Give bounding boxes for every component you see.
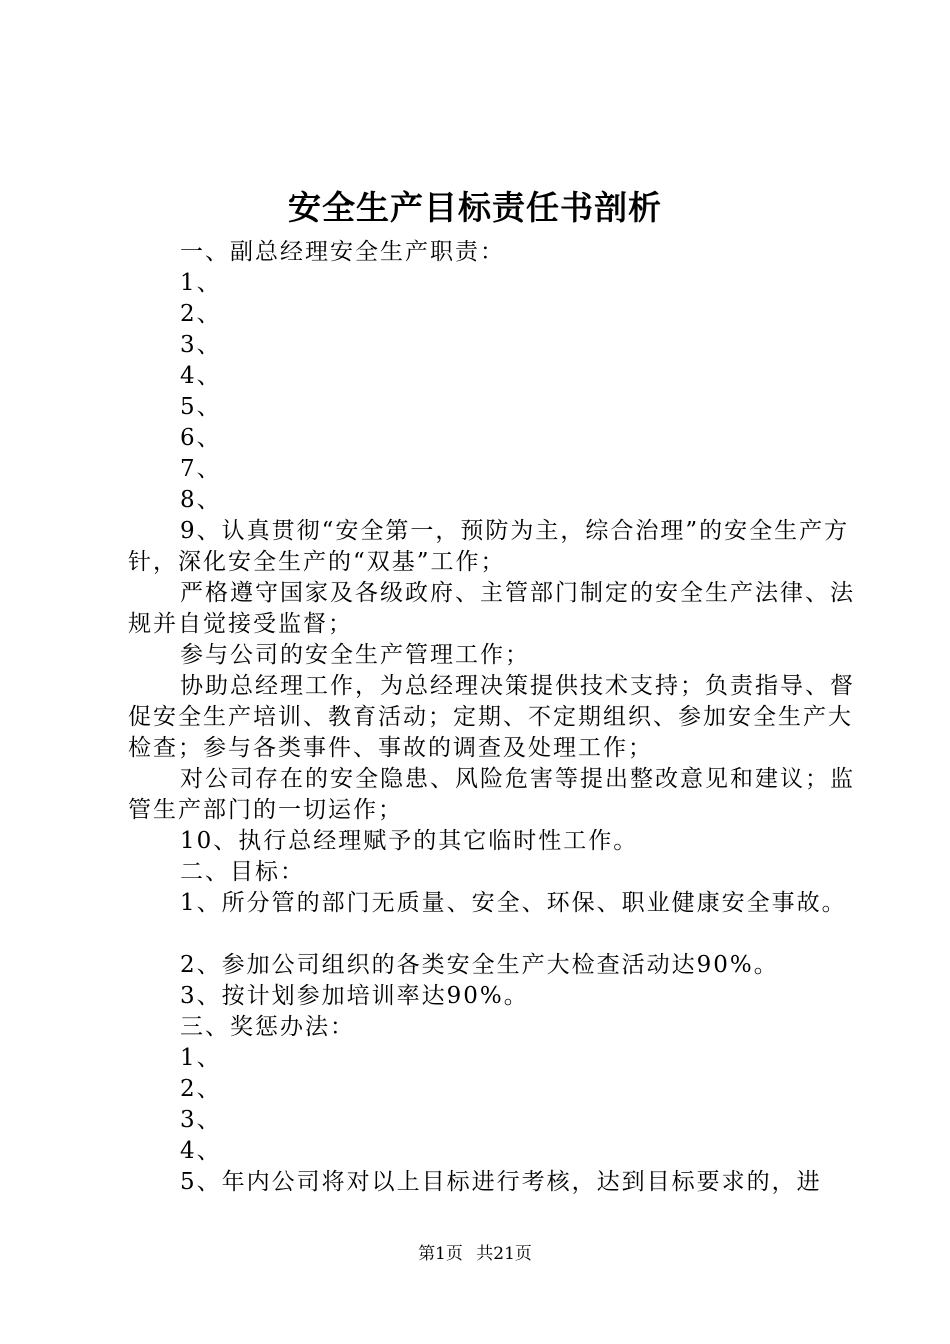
paragraph: 7、 bbox=[180, 456, 222, 482]
paragraph: 9、认真贯彻“安全第一，预防为主，综合治理”的安全生产方针，深化安全生产的“双基”工作； bbox=[128, 518, 850, 575]
paragraph: 三、奖惩办法： bbox=[180, 1014, 355, 1040]
paragraph: 4、 bbox=[180, 1138, 222, 1164]
paragraph: 5、年内公司将对以上目标进行考核，达到目标要求的，进 bbox=[180, 1169, 822, 1195]
document-body bbox=[128, 237, 858, 1198]
page-footer bbox=[0, 1242, 950, 1266]
paragraph: 二、目标： bbox=[180, 859, 305, 885]
paragraph: 2、 bbox=[180, 301, 222, 327]
paragraph: 1、所分管的部门无质量、安全、环保、职业健康安全事故。 bbox=[180, 890, 847, 916]
paragraph: 6、 bbox=[180, 425, 222, 451]
paragraph: 5、 bbox=[180, 394, 222, 420]
paragraph: 协助总经理工作，为总经理决策提供技术支持；负责指导、督促安全生产培训、教育活动；定期、不定期组织、参加安全生产大检查；参与各类事件、事故的调查及处理工作； bbox=[128, 673, 855, 761]
paragraph: 3、按计划参加培训率达90%。 bbox=[180, 983, 529, 1009]
paragraph: 4、 bbox=[180, 363, 222, 389]
paragraph: 2、参加公司组织的各类安全生产大检查活动达90%。 bbox=[180, 952, 779, 978]
paragraph: 参与公司的安全生产管理工作； bbox=[180, 642, 530, 668]
blank-line bbox=[128, 919, 858, 950]
paragraph: 3、 bbox=[180, 332, 222, 358]
paragraph: 8、 bbox=[180, 487, 222, 513]
paragraph: 一、副总经理安全生产职责： bbox=[180, 239, 505, 265]
paragraph: 3、 bbox=[180, 1107, 222, 1133]
page-total: 共21页 bbox=[476, 1244, 532, 1264]
paragraph: 对公司存在的安全隐患、风险危害等提出整改意见和建议；监管生产部门的一切运作； bbox=[128, 766, 855, 823]
paragraph: 1、 bbox=[180, 1045, 222, 1071]
paragraph: 10、执行总经理赋予的其它临时性工作。 bbox=[180, 828, 639, 854]
document-title: 安全生产目标责任书剖析 bbox=[288, 188, 662, 227]
paragraph: 1、 bbox=[180, 270, 222, 296]
page-number: 第1页 bbox=[418, 1244, 463, 1264]
paragraph: 2、 bbox=[180, 1076, 222, 1102]
paragraph: 严格遵守国家及各级政府、主管部门制定的安全生产法律、法规并自觉接受监督； bbox=[128, 580, 855, 637]
